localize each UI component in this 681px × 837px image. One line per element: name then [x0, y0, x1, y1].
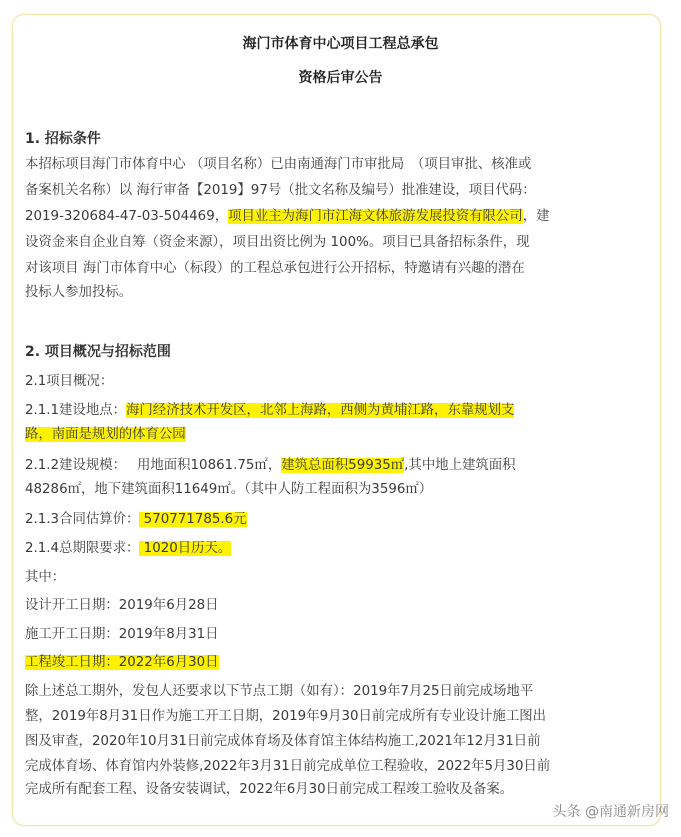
paragraph-line: [25, 204, 549, 230]
paragraph-line: 整，2019年8月31日作为施工开工日期，2019年9月30日前完成所有专业设计施工图出: [25, 709, 546, 724]
highlight-location: 海门经济技术开发区，北邻上海路，西侧为黄埔江路，东靠规划支: [126, 403, 515, 418]
paragraph-line: [25, 536, 231, 562]
paragraph-line: 对该项目 海门市体育中心（标段）的工程总承包进行公开招标，特邀请有兴趣的潜在: [25, 261, 525, 276]
paragraph-line: 其中：: [25, 570, 66, 585]
paragraph-line: 2.1项目概况：: [25, 374, 114, 389]
paragraph-line: [25, 453, 516, 479]
paragraph-line: 施工开工日期：2019年8月31日: [25, 627, 219, 642]
text-fragment: ，建: [522, 209, 550, 224]
paragraph-line: 完成所有配套工程、设备安装调试，2022年6月30日前完成工程竣工验收及备案。: [25, 782, 514, 797]
paragraph-line: 设计开工日期：2019年6月28日: [25, 598, 219, 613]
paragraph-line: 本招标项目海门市体育中心 （项目名称）已由南通海门市审批局 （项目审批、核准或: [25, 157, 532, 172]
highlight-price: 570771785.6元: [139, 512, 247, 527]
text-fragment: ,其中地上建筑面积: [404, 458, 516, 473]
document-subtitle: 资格后审公告: [298, 70, 383, 86]
paragraph-line: [25, 650, 219, 676]
text-fragment: 2.1.3合同估算价：: [25, 512, 140, 527]
paragraph-line: 完成体育场、体育馆内外装修,2022年3月31日前完成单位工程验收，2022年5月30日前: [25, 759, 551, 774]
highlight-owner: 项目业主为海门市江海文体旅游发展投资有限公司: [228, 209, 523, 224]
paragraph-line: 48286㎡，地下建筑面积11649㎡。（其中人防工程面积为3596㎡）: [25, 482, 433, 497]
paragraph-line: [25, 507, 247, 533]
document-title: 海门市体育中心项目工程总承包: [242, 36, 439, 52]
section-heading-1: 1. 招标条件: [25, 131, 101, 147]
paragraph-line: 图及审查，2020年10月31日前完成体育场及体育馆主体结构施工,2021年12月31日前: [25, 734, 541, 749]
text-fragment: 2.1.4总期限要求：: [25, 541, 140, 556]
text-fragment: 2.1.2建设规模： 用地面积10861.75㎡，: [25, 458, 282, 473]
watermark: [553, 801, 669, 821]
paragraph-line: 备案机关名称）以 海行审备【2019】97号（批文名称及编号）批准建设，项目代码：: [25, 183, 536, 198]
highlight-location: 路，南面是规划的体育公园: [25, 427, 186, 442]
highlight-area: 建筑总面积59935㎡: [281, 458, 405, 473]
project-code: 2019-320684-47-03-504469，: [25, 209, 229, 224]
paragraph-line: [25, 398, 514, 424]
section-heading-2: 2. 项目概况与招标范围: [25, 344, 171, 360]
watermark-text: 头条 @南通新房网: [552, 804, 669, 820]
highlight-duration: 1020日历天。: [139, 541, 232, 556]
paragraph-line: [25, 422, 186, 448]
paragraph-line: 设资金来自企业自筹（资金来源），项目出资比例为 100%。项目已具备招标条件，现: [25, 235, 530, 250]
text-fragment: 2.1.1建设地点：: [25, 403, 127, 418]
highlight-completion: 工程竣工日期：2022年6月30日: [25, 655, 219, 670]
paragraph-line: 除上述总工期外，发包人还要求以下节点工期（如有）：2019年7月25日前完成场地平: [25, 684, 534, 699]
paragraph-line: 投标人参加投标。: [25, 285, 133, 300]
